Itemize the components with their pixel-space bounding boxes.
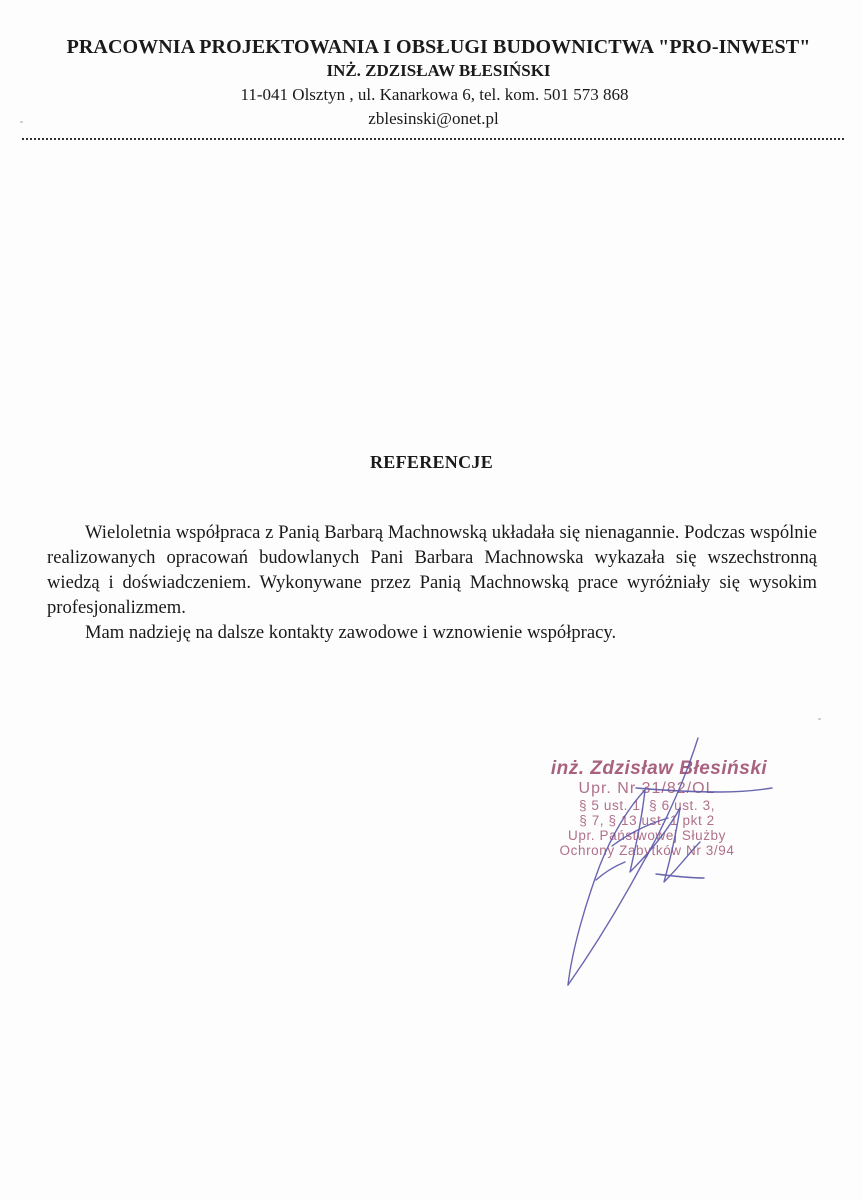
company-address: 11-041 Olsztyn , ul. Kanarkowa 6, tel. kom. 501 573 868 [240, 85, 629, 104]
paper-speck [818, 718, 821, 720]
letterhead-divider [22, 138, 844, 140]
stamp-clause-2: § 7, § 13 ust. 1 pkt 2 [579, 813, 715, 828]
official-stamp [512, 758, 782, 868]
company-name: PRACOWNIA PROJEKTOWANIA I OBSŁUGI BUDOWNICTWA "PRO-INWEST" [66, 36, 811, 58]
stamp-clause-4: Ochrony Zabytków Nr 3/94 [559, 843, 735, 858]
paper-speck [20, 121, 23, 123]
letterhead [0, 34, 863, 130]
document-title: REFERENCJE [369, 452, 493, 472]
document-body [47, 520, 817, 645]
stamp-clause-1: § 5 ust. 1, § 6 ust. 3, [578, 798, 716, 813]
body-paragraph-1: Wieloletnia współpraca z Panią Barbarą Machnowską układała się nienagannie. Podczas wspólnie realizowanych opracowań budowlanych Pani Barbara Machnowska wykazała się wszechstronną wiedzą i doświadczeniem. Wykonywane przez Panią Machnowską prace wyróżniały się wysokim profesjonalizmem. [47, 522, 817, 618]
stamp-clause-3: Upr. Państwowej Służby [567, 828, 726, 843]
stamp-license: Upr. Nr 31/82/OL [578, 780, 716, 797]
body-paragraph-2: Mam nadzieję na dalsze kontakty zawodowe i wznowienie współpracy. [85, 622, 617, 643]
owner-name: INŻ. ZDZISŁAW BŁESIŃSKI [326, 61, 551, 80]
company-email: zblesinski@onet.pl [368, 109, 499, 128]
stamp-name: inż. Zdzisław Błesiński [550, 758, 768, 779]
